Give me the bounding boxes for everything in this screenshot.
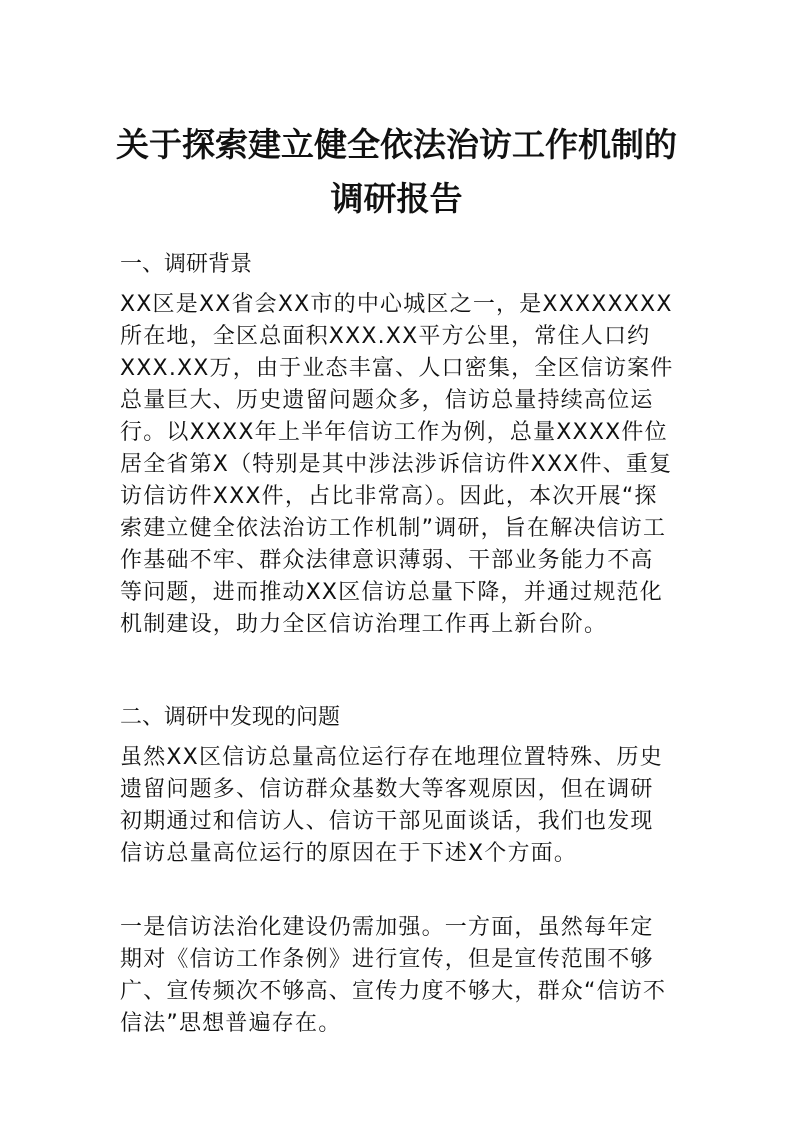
paragraph-problems-intro: 虽然XX区信访总量高位运行存在地理位置特殊、历史遗留问题多、信访群众基数大等客观原因，但在调研初期通过和信访人、信访干部见面谈话，我们也发现信访总量高位运行的原因在于下述X个方面。 bbox=[120, 745, 663, 866]
paragraph-problem-one: 一是信访法治化建设仍需加强。一方面，虽然每年定期对《信访工作条例》进行宣传，但是宣传范围不够广、宣传频次不够高、宣传力度不够大，群众“信访不信法”思想普遍存在。 bbox=[120, 915, 667, 1036]
paragraph-background: XX区是XX省会XX市的中心城区之一，是XXXXXXXX所在地，全区总面积XXX.XX平方公里，常住人口约XXX.XX万，由于业态丰富、人口密集，全区信访案件总量巨大、历史遗留问题众多，信访总量持续高位运行。以XXXX年上半年信访工作为例，总量XXXX件位居全省第X（特别是其中涉法涉诉信访件XXX件、重复访信访件XXX件，占比非常高）。因此，本次开展“探索建立健全依法治访工作机制”调研，旨在解决信访工作基础不牢、群众法律意识薄弱、干部业务能力不高等问题，进而推动XX区信访总量下降，并通过规范化机制建设，助力全区信访治理工作再上新台阶。 bbox=[120, 292, 674, 637]
document-title: 关于探索建立健全依法治访工作机制的调研报告 bbox=[116, 125, 677, 218]
section-heading-problems: 二、调研中发现的问题 bbox=[120, 705, 341, 730]
section-heading-background: 一、调研背景 bbox=[120, 252, 253, 277]
